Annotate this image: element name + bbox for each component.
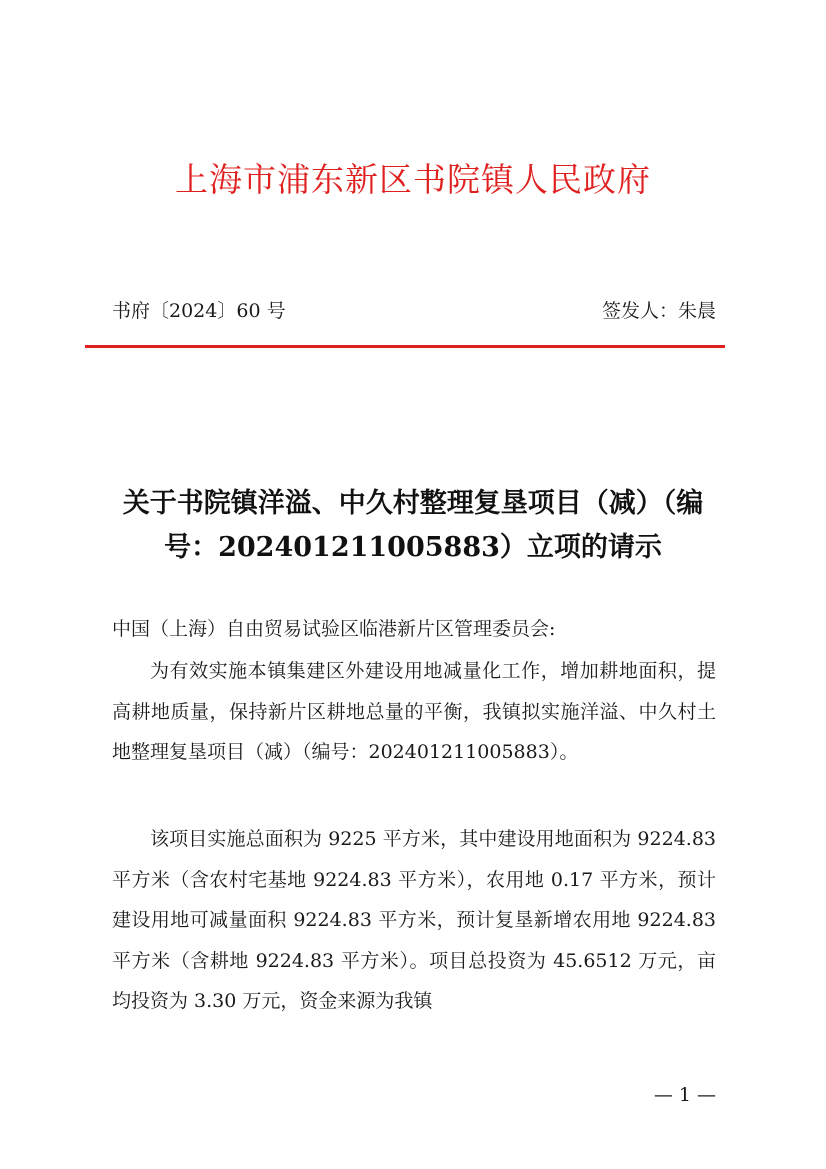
red-divider-line: [85, 345, 725, 348]
page-number: — 1 —: [653, 1084, 716, 1106]
body-paragraph-2: 该项目实施总面积为 9225 平方米，其中建设用地面积为 9224.83 平方米（含农村宅基地 9224.83 平方米），农用地 0.17 平方米，预计建设用地可减量面积 9224.83 平方米，预计复垦新增农用地 9224.83 平方米（含耕地 9224.83 平方米）。项目总投资为 45.6512 万元，亩均投资为 3.30 万元，资金来源为我镇: [112, 828, 716, 1012]
document-title: 关于书院镇洋溢、中久村整理复垦项目（减）（编号：202401211005883）立项的请示: [122, 488, 704, 563]
addressee: 中国（上海）自由贸易试验区临港新片区管理委员会:: [112, 618, 556, 640]
issuer-heading: 上海市浦东新区书院镇人民政府: [175, 160, 651, 199]
signer: 签发人：朱晨: [601, 300, 716, 322]
document-number: 书府〔2024〕60 号: [112, 300, 286, 322]
body-paragraph-1: 为有效实施本镇集建区外建设用地减量化工作，增加耕地面积，提高耕地质量，保持新片区耕地总量的平衡，我镇拟实施洋溢、中久村土地整理复垦项目（减）（编号：202401211005883）。: [112, 660, 716, 763]
